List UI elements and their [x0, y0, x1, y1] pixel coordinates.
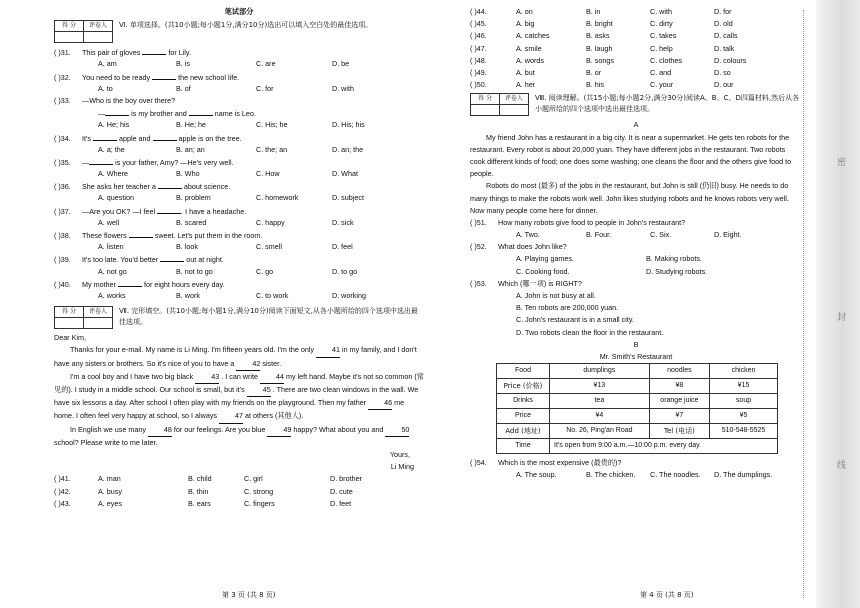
cloze-blank-50: 50 — [385, 424, 409, 437]
option-d: D. old — [714, 19, 733, 29]
question-number: ( )50. — [470, 80, 487, 90]
passage-a-paragraph-1: My friend John has a restaurant in a big city. It is near a supermarket. He gets ten robots for the restaurant. Every robot is about 20,000 yuan. They have different jobs in the restaurant. Two robots cook different kinds of food; one does some washing; one cleans the floor and the others give food to people. — [470, 132, 792, 179]
question-stem-row — [470, 457, 802, 469]
option-a: A. but — [516, 67, 535, 77]
option-a: A. words — [516, 55, 544, 65]
question-number: ( )38. — [54, 231, 71, 240]
option-a: A. listen — [98, 242, 124, 252]
option-d: D. calls — [714, 31, 738, 41]
passage-a-paragraph-2: Robots do most (最多) of the jobs in the restaurant, but John is still (仍旧) busy. He needs to do many things to make the robots work well. John likes studying robots and he knows robots very well. Now many people come here for dinner. — [470, 181, 789, 215]
option-b: B. ears — [188, 498, 211, 508]
option-b: B. bright — [586, 19, 613, 29]
question-stem-row — [54, 253, 424, 265]
margin-char-xian: 线 — [836, 461, 846, 471]
question-stem: You need to be ready the new school life. — [82, 72, 240, 82]
option-d: D. feel — [332, 242, 353, 252]
option-c: C. clothes — [650, 55, 682, 65]
answer-blank — [93, 132, 117, 141]
option-a: A. The soup. — [516, 470, 557, 480]
question-stem-row — [470, 278, 802, 290]
option-a: A. man — [98, 474, 121, 484]
answer-blank — [129, 229, 153, 238]
cloze-questions-continued — [470, 6, 802, 91]
option-a: A. catches — [516, 31, 550, 41]
option-b: B. thin — [188, 486, 209, 496]
question-number: ( )37. — [54, 206, 71, 216]
option-d: D. talk — [714, 43, 735, 53]
option-b: B. his — [586, 80, 604, 90]
option-b: B. Making robots. — [646, 254, 702, 264]
option-a: A. He; his — [98, 120, 130, 130]
score-box: 得 分 评卷人 — [54, 306, 113, 329]
question-stem-row — [54, 156, 424, 168]
options-row — [470, 290, 802, 302]
option-a: A. a; the — [98, 144, 125, 154]
answer-blank — [152, 71, 176, 80]
cloze-blank-47: 47 — [219, 410, 243, 423]
cloze-question-row — [470, 6, 802, 18]
question-stem-row — [54, 180, 424, 192]
option-c: C. How — [256, 169, 280, 179]
question-stem-row — [54, 46, 424, 58]
page-3 — [54, 6, 424, 510]
option-a: A. well — [98, 217, 120, 227]
question-number: ( )51. — [470, 217, 487, 227]
cloze-blank-49: 49 — [267, 424, 291, 437]
cloze-question-row — [54, 486, 424, 498]
option-c: C. are — [256, 59, 276, 69]
options-row — [54, 290, 424, 302]
option-a: A. to — [98, 83, 113, 93]
option-b: B. child — [188, 474, 212, 484]
question-number: ( )45. — [470, 19, 487, 29]
option-d: D. sick — [332, 217, 354, 227]
option-b: D. Studying robots. — [646, 266, 708, 276]
question-number: ( )40. — [54, 279, 71, 289]
letter-closing: Yours, — [389, 449, 410, 459]
option-a: D. Two robots clean the floor in the restaurant. — [516, 327, 664, 337]
options-row — [470, 266, 802, 278]
question-stem-row — [470, 241, 802, 253]
option-c: C. girl — [244, 474, 263, 484]
answer-blank — [157, 205, 181, 214]
table-row: Drinks tea orange juice soup — [497, 394, 778, 409]
option-b: B. scared — [176, 217, 207, 227]
option-c: C. for — [256, 83, 274, 93]
question-stem: She asks her teacher a about science. — [82, 182, 231, 192]
passage-b-label: B — [633, 339, 639, 349]
option-d: D. to go — [332, 266, 358, 276]
cloze-question-row — [470, 55, 802, 67]
question-number: ( )33. — [54, 95, 71, 105]
option-a: C. Cooking food. — [516, 266, 570, 276]
question-53 — [470, 278, 802, 339]
passage-a-label: A — [633, 120, 639, 130]
question-stem: —Who is the boy over there? — [82, 95, 176, 105]
option-c: C. His; he — [256, 120, 288, 130]
option-d: D. subject — [332, 193, 364, 203]
options-row — [54, 58, 424, 70]
question-stem-row — [54, 229, 424, 241]
question-stem: These flowers sweet. Let's put them in the room. — [82, 231, 263, 240]
option-a: A. Playing games. — [516, 254, 574, 264]
option-b: B. songs — [586, 55, 614, 65]
section-6-title: Ⅵ. 单项选择。(共10小题;每小题1分,满分10分)选出可以填入空白处的最佳选项。 — [119, 21, 373, 30]
margin-char-mi: 密 — [836, 158, 846, 168]
letter-paragraph-3: In English we use many 48 for our feelings. Are you blue 49 happy? What about you and 50 school? Please write to me later. — [54, 424, 410, 447]
option-c: C. go — [256, 266, 274, 276]
option-d: D. an; the — [332, 144, 364, 154]
option-d: D. for — [714, 7, 732, 16]
option-c: C. to work — [256, 290, 289, 300]
letter-greeting: Dear Kim, — [54, 333, 86, 343]
question-number: ( )49. — [470, 67, 487, 77]
answer-blank — [89, 156, 113, 165]
option-b: B. an; an — [176, 144, 205, 154]
options-row — [54, 192, 424, 204]
cloze-blank-44: 44 — [260, 371, 284, 384]
options-row — [54, 266, 424, 278]
question-stem: It's too late. You'd better out at night. — [82, 255, 224, 265]
question-number: ( )48. — [470, 55, 487, 65]
page-4-footer: 第 4 页 (共 8 页) — [640, 591, 694, 599]
question-number: ( )31. — [54, 48, 71, 58]
option-b: B. Four. — [586, 230, 612, 240]
option-a: A. on — [516, 7, 533, 16]
question-number: ( )47. — [470, 43, 487, 53]
option-a: A. question — [98, 193, 134, 203]
question-stem-row — [54, 278, 424, 290]
margin-char-feng: 封 — [836, 313, 846, 323]
question-stem: Which is the most expensive (最贵的)? — [498, 458, 622, 468]
option-a: A. big — [516, 19, 535, 29]
option-c: C. your — [650, 80, 674, 90]
question-number: ( )43. — [54, 498, 71, 508]
option-a: B. Ten robots are 200,000 yuan. — [516, 303, 619, 313]
question-stem-row — [54, 71, 424, 83]
option-a: A. eyes — [98, 498, 122, 508]
question-number: ( )53. — [470, 278, 487, 288]
option-c: C. the; an — [256, 144, 288, 154]
question-number: ( )42. — [54, 486, 71, 496]
option-c: C. dirty — [650, 19, 673, 29]
table-row: Price (价格) ¥13 ¥8 ¥15 — [497, 379, 778, 394]
menu-title: Mr. Smith's Restaurant — [599, 351, 673, 361]
option-d: D. The dumplings. — [714, 470, 773, 480]
option-a: A. busy — [98, 486, 122, 496]
binding-edge — [816, 0, 860, 608]
option-b: B. is — [176, 59, 190, 69]
options-row — [54, 168, 424, 180]
answer-blank — [160, 253, 184, 262]
option-a: A. John is not busy at all. — [516, 291, 596, 301]
options-row — [54, 144, 424, 156]
option-b: B. The chicken. — [586, 470, 636, 480]
option-d: D. colours — [714, 55, 747, 65]
question-number: ( )34. — [54, 133, 71, 143]
table-row: Time It's open from 9:00 a.m.—10:00 p.m. every day. — [497, 439, 778, 454]
question-stem: — is your father, Amy? —He's very well. — [82, 157, 234, 167]
option-c: C. Six. — [650, 230, 672, 240]
option-d: D. with — [332, 83, 354, 93]
section-8-heading — [470, 93, 802, 116]
option-d: D. Eight. — [714, 230, 742, 240]
page-4 — [470, 6, 802, 482]
options-row — [470, 327, 802, 339]
option-a: A. smile — [516, 43, 542, 53]
option-d: D. cute — [330, 486, 353, 496]
question-54 — [470, 457, 802, 481]
option-a: A. am — [98, 59, 117, 69]
option-a: A. works — [98, 290, 126, 300]
cloze-question-row — [470, 79, 802, 91]
options-row — [470, 302, 802, 314]
option-d: D. feet — [330, 498, 352, 508]
cloze-question-row — [54, 498, 424, 510]
question-number: ( )35. — [54, 157, 71, 167]
question-stem-row — [54, 95, 424, 107]
cloze-blank-46: 46 — [368, 397, 392, 410]
option-b: B. or — [586, 67, 602, 77]
option-b: B. laugh — [586, 43, 613, 53]
question-stem-row — [470, 217, 802, 229]
option-c: C. happy — [256, 217, 285, 227]
cloze-blank-45: 45 — [247, 384, 271, 397]
letter-signature: Li Ming — [390, 462, 414, 472]
option-a: A. Where — [98, 169, 128, 179]
option-b: B. not to go — [176, 266, 213, 276]
option-d: D. working — [332, 290, 366, 300]
cloze-blank-42: 42 — [236, 358, 260, 371]
question-number: ( )54. — [470, 458, 487, 468]
table-row: Price ¥4 ¥7 ¥5 — [497, 409, 778, 424]
cloze-question-row — [470, 30, 802, 42]
option-b: B. problem — [176, 193, 211, 203]
option-d: D. so — [714, 67, 731, 77]
answer-blank — [118, 278, 142, 287]
question-stem-row-2: — is my brother and name is Leo. — [98, 109, 256, 119]
question-stem: How many robots give food to people in John's restaurant? — [498, 217, 686, 227]
question-51 — [470, 217, 802, 241]
question-stem-row — [54, 132, 424, 144]
option-c: C. help — [650, 43, 673, 53]
option-d: D. brother — [330, 474, 362, 484]
section-6-questions — [54, 46, 424, 302]
score-box: 得 分 评卷人 — [470, 93, 529, 116]
cloze-blank-48: 48 — [148, 424, 172, 437]
answer-blank — [142, 46, 166, 55]
options-row — [470, 229, 802, 241]
question-stem: This pair of gloves for Lily. — [82, 48, 191, 58]
question-number: ( )39. — [54, 255, 71, 265]
options-row — [54, 217, 424, 229]
options-row — [470, 469, 802, 481]
score-box: 得 分 评卷人 — [54, 20, 113, 43]
cloze-question-row — [54, 473, 424, 485]
options-row — [54, 119, 424, 131]
options-row — [54, 83, 424, 95]
option-a: A. not go — [98, 266, 127, 276]
question-number: ( )46. — [470, 31, 487, 41]
option-b: B. work — [176, 290, 200, 300]
option-b: B. of — [176, 83, 191, 93]
question-stem: It's apple and apple is on the tree. — [82, 133, 242, 143]
option-b: B. Who — [176, 169, 200, 179]
question-stem: Which (哪一项) is RIGHT? — [498, 278, 582, 288]
option-d: D. His; his — [332, 120, 365, 130]
page-3-footer: 第 3 页 (共 8 页) — [222, 591, 276, 599]
question-number: ( )36. — [54, 182, 71, 192]
question-number: ( )41. — [54, 474, 71, 484]
option-c: C. fingers — [244, 498, 275, 508]
question-number: ( )52. — [470, 242, 487, 252]
section-8-title: Ⅷ. 阅读理解。(共15小题;每小题2分,满分30分)阅读A、B、C、D四篇材料,然后从各小题所给的四个选项中选出最佳选项。 — [535, 94, 800, 114]
table-row: Food dumplings noodles chicken — [497, 364, 778, 379]
option-a: A. Two. — [516, 230, 540, 240]
cloze-question-row — [470, 18, 802, 30]
answer-blank — [158, 180, 182, 189]
question-stem: What does John like? — [498, 242, 567, 252]
option-a: A. her — [516, 80, 536, 90]
letter-paragraph-1: Thanks for your e-mail. My name is Li Ming. I'm fifteen years old. I'm the only 41 in my family, and I don't have any sisters or brothers. So it's nice of you to have a 42 sister. — [54, 344, 424, 370]
option-a: C. John's restaurant is in a small city. — [516, 315, 634, 325]
answer-blank — [189, 107, 213, 116]
section-6-heading — [54, 20, 424, 43]
option-c: C. takes — [650, 31, 677, 41]
answer-blank — [153, 132, 177, 141]
section-7-heading — [54, 306, 424, 329]
section-7-title: Ⅶ. 完形填空。(共10小题;每小题1分,满分10分)阅读下面短文,从各小题所给的四个选项中选出最佳选项。 — [119, 307, 418, 327]
answer-blank — [105, 107, 129, 116]
question-stem: —Are you OK? —I feel . I have a headache. — [82, 206, 247, 216]
question-number: ( )32. — [54, 72, 71, 82]
cloze-blank-41: 41 — [316, 344, 340, 357]
option-c: C. with — [650, 7, 672, 16]
question-stem-row — [54, 205, 424, 217]
option-c: C. The noodles. — [650, 470, 701, 480]
option-c: C. and — [650, 67, 672, 77]
option-d: D. our — [714, 80, 734, 90]
question-number: ( )44. — [470, 7, 487, 16]
options-row — [470, 253, 802, 265]
options-row — [54, 241, 424, 253]
letter-paragraph-2: I'm a cool boy and I have two big black 43 . I can write 44 my left hand. Maybe it's not so common (常见的). I study in a middle school. Our school is small, but it's 45 . There are two clean windows in the wall. We have six lessons a day. After school I often play with my friends on the playground. Then my father 46 me home. I often feel very happy at school, so I always 47 at others (其他人). — [54, 371, 424, 424]
option-d: D. be — [332, 59, 350, 69]
options-row — [470, 314, 802, 326]
option-b: B. asks — [586, 31, 610, 41]
option-c: C. smell — [256, 242, 282, 252]
menu-table — [496, 363, 778, 454]
option-c: C. homework — [256, 193, 299, 203]
cloze-question-row — [470, 43, 802, 55]
section-header: 笔试部分 — [224, 7, 254, 16]
option-d: D. What — [332, 169, 358, 179]
option-b: B. in — [586, 7, 601, 16]
question-stem: My mother for eight hours every day. — [82, 279, 225, 289]
option-b: B. He; he — [176, 120, 206, 130]
option-b: B. look — [176, 242, 198, 252]
table-row: Add (地址) No. 26, Ping'an Road Tel (电话) 510-548-5525 — [497, 424, 778, 439]
cloze-blank-43: 43 — [195, 371, 219, 384]
question-52 — [470, 241, 802, 278]
section-7-questions — [54, 473, 424, 510]
binding-line — [803, 10, 804, 598]
option-c: C. strong — [244, 486, 274, 496]
cloze-question-row — [470, 67, 802, 79]
